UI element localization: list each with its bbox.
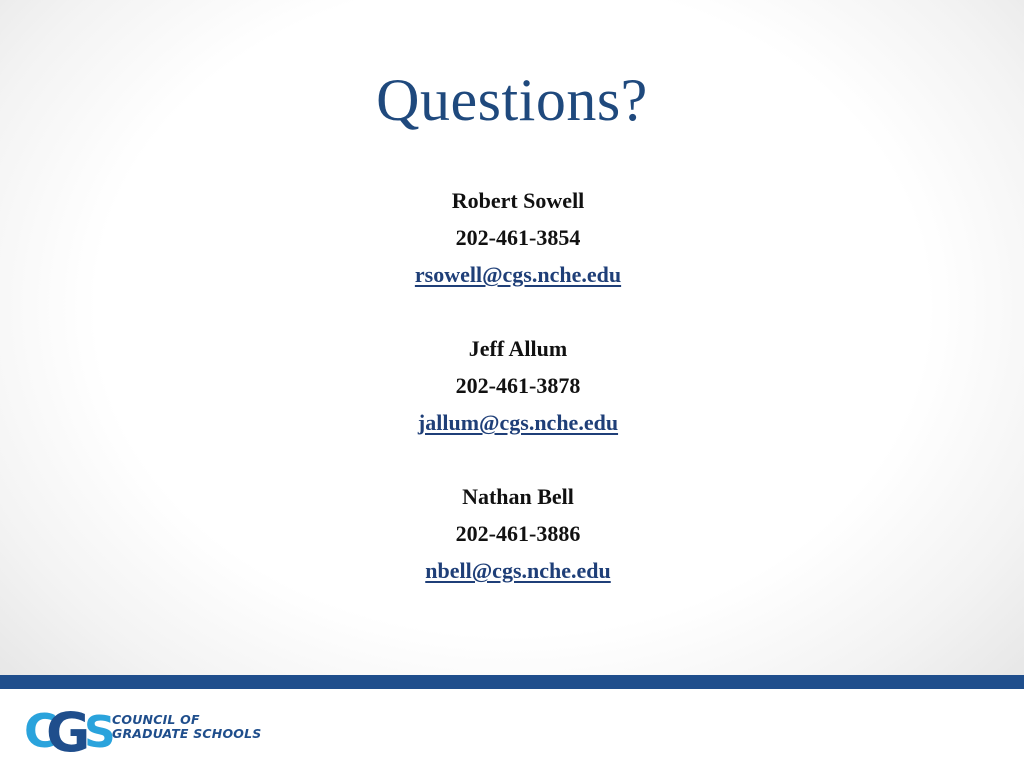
contact-phone: 202-461-3878 bbox=[455, 373, 581, 398]
cgs-logo-mark bbox=[24, 703, 116, 755]
contact-card bbox=[0, 182, 1024, 293]
svg-text:S: S bbox=[84, 707, 116, 755]
cgs-logo bbox=[24, 703, 264, 755]
footer-divider-bar bbox=[0, 675, 1024, 689]
contact-email-link[interactable]: rsowell@cgs.nche.edu bbox=[414, 262, 622, 287]
cgs-logo-wordmark bbox=[112, 713, 261, 741]
contact-email-link[interactable]: nbell@cgs.nche.edu bbox=[425, 558, 611, 583]
contact-name: Robert Sowell bbox=[451, 188, 585, 213]
logo-line-1: COUNCIL OF bbox=[112, 712, 200, 727]
contact-phone: 202-461-3886 bbox=[455, 521, 581, 546]
contact-card bbox=[0, 330, 1024, 441]
contact-name: Nathan Bell bbox=[462, 484, 574, 509]
contact-list bbox=[0, 182, 1024, 626]
contact-card bbox=[0, 478, 1024, 589]
contact-name: Jeff Allum bbox=[468, 336, 568, 361]
contact-phone: 202-461-3854 bbox=[455, 225, 581, 250]
svg-text:C: C bbox=[24, 704, 54, 755]
logo-line-2: GRADUATE SCHOOLS bbox=[112, 726, 262, 741]
contact-email-link[interactable]: jallum@cgs.nche.edu bbox=[417, 410, 619, 435]
svg-text:G: G bbox=[46, 703, 87, 755]
slide-title: Questions? bbox=[376, 67, 648, 133]
